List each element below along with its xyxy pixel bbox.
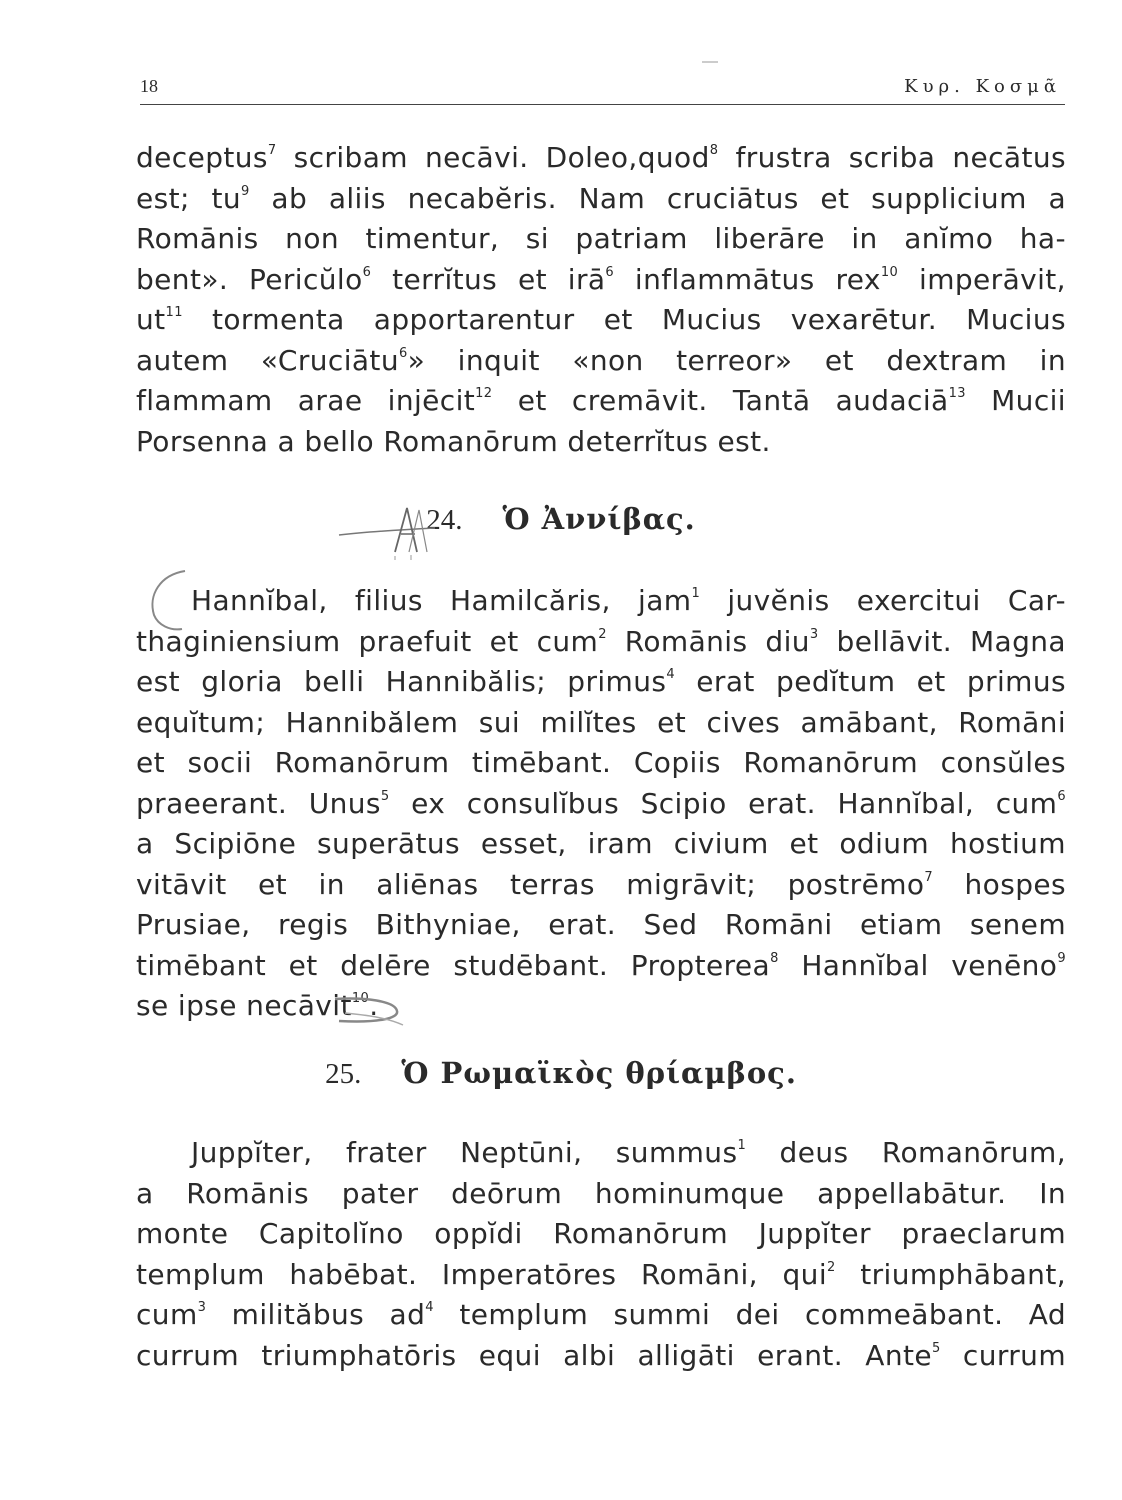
text-line	[136, 341, 1066, 382]
text-line	[136, 946, 1066, 987]
section-number: 25.	[325, 1058, 362, 1090]
text-run: frustra scriba necātus	[718, 141, 1066, 174]
text-line	[136, 784, 1066, 825]
footnote-ref: 5	[931, 1340, 941, 1356]
footnote-ref: 13	[948, 386, 966, 401]
text-run: et cremāvit. Tantā audaciā	[492, 384, 949, 417]
text-run: milităbus ad	[206, 1298, 426, 1331]
pencil-bracket-icon	[140, 565, 200, 635]
text-run: equĭtum; Hannibălem sui milĭtes et cives amābant, Romāni	[136, 705, 1066, 739]
section-heading-24	[0, 502, 1122, 537]
text-run: Porsenna a bello Romanōrum deterrĭtus est.	[136, 424, 771, 458]
text-run: Mucii	[965, 384, 1066, 417]
text-line	[136, 1336, 1066, 1377]
text-line	[136, 581, 1066, 622]
footnote-ref: 6	[362, 264, 372, 280]
paragraph-hannibal	[136, 581, 1066, 1027]
text-line	[136, 1295, 1066, 1336]
text-line	[136, 1214, 1066, 1255]
text-run: » inquit «non terreor» et dextram in	[407, 343, 1067, 377]
text-run: Juppĭter, frater Neptūni, summus	[191, 1136, 738, 1169]
footnote-ref: 6	[398, 345, 408, 361]
text-run: Hannĭbal venēno	[778, 948, 1058, 982]
section-number: 24.	[426, 504, 463, 536]
text-run: praeerant. Unus	[136, 786, 381, 820]
footnote-ref: 8	[709, 143, 719, 158]
page-number: 18	[140, 76, 158, 96]
footnote-ref: 3	[809, 626, 819, 642]
footnote-ref: 9	[241, 183, 250, 199]
section-heading-25	[0, 1056, 1122, 1091]
text-run: et socii Romanōrum timēbant. Copiis Romanōrum consŭles	[136, 746, 1066, 779]
pencil-mark-icon	[335, 500, 445, 560]
text-run: timēbant et delēre studēbant. Propterea	[136, 948, 771, 982]
text-run: terrĭtus et irā	[371, 262, 606, 296]
text-line	[136, 219, 1066, 260]
text-run: ut	[136, 303, 166, 336]
text-run: bent». Pericŭlo	[136, 262, 363, 296]
text-run: autem «Cruciātu	[136, 343, 399, 377]
text-line	[136, 1174, 1066, 1215]
paragraph-triumph	[136, 1133, 1066, 1376]
text-run: flammam arae injēcit	[136, 384, 476, 417]
text-line	[136, 300, 1066, 341]
text-line	[136, 422, 1066, 463]
text-run: erat pedĭtum et primus	[675, 665, 1066, 698]
footnote-ref: 1	[691, 586, 701, 601]
text-run: monte Capitolĭno oppĭdi Romanōrum Juppĭter praeclarum	[136, 1217, 1066, 1250]
text-run: currum	[940, 1338, 1066, 1372]
footnote-ref: 8	[770, 950, 779, 966]
footnote-ref: 11	[165, 305, 183, 320]
text-run: cum	[136, 1298, 198, 1331]
text-line	[136, 743, 1066, 784]
text-line	[136, 824, 1066, 865]
text-line	[136, 1255, 1066, 1296]
text-run: scribam necāvi. Doleo,quod	[276, 141, 710, 174]
footnote-ref: 5	[380, 788, 390, 804]
text-line	[136, 865, 1066, 906]
text-run: Romānis non timentur, si patriam liberāre in anĭmo ha-	[136, 222, 1066, 255]
text-run: triumphābant,	[835, 1257, 1066, 1291]
footnote-ref: 12	[475, 386, 493, 401]
footnote-ref: 9	[1057, 950, 1066, 966]
text-run: Hannĭbal, filius Hamilcăris, jam	[191, 584, 692, 617]
text-run: Prusiae, regis Bithyniae, erat. Sed Romāni etiam senem	[136, 908, 1066, 941]
footnote-ref: 4	[425, 1300, 434, 1315]
text-run: templum habēbat. Imperatōres Romāni, qui	[136, 1257, 828, 1291]
footnote-ref: 4	[666, 667, 676, 682]
text-run: currum triumphatōris equi albi alligāti erant. Ante	[136, 1338, 932, 1372]
footnote-ref: 6	[605, 264, 615, 280]
text-line	[136, 905, 1066, 946]
text-line	[136, 179, 1066, 220]
footnote-ref: 10	[880, 264, 899, 280]
text-run: inflammātus rex	[614, 262, 881, 296]
text-run: bellāvit. Magna	[818, 624, 1066, 658]
text-run: vitāvit et in aliēnas terras migrāvit; postrēmo	[136, 867, 925, 901]
section-title: Ὁ Ἀννίβας.	[502, 502, 696, 536]
footnote-ref: 2	[827, 1259, 836, 1275]
text-run: a Romānis pater deōrum hominumque appellabātur. In	[136, 1176, 1066, 1210]
footnote-ref: 6	[1057, 788, 1067, 804]
pencil-brace-icon	[325, 985, 415, 1030]
footnote-ref: 2	[598, 626, 607, 642]
text-run: est; tu	[136, 181, 242, 215]
scratch-mark-icon	[700, 58, 720, 66]
text-line	[136, 622, 1066, 663]
text-run: Romānis diu	[606, 624, 810, 658]
section-title: Ὁ Ρωμαϊκὸς θρίαμβος.	[401, 1056, 797, 1090]
text-line	[136, 138, 1066, 179]
text-run: est gloria belli Hannibălis; primus	[136, 665, 667, 698]
footnote-ref: 7	[267, 143, 277, 158]
author-name: Κυρ. Κοσμᾶ	[904, 76, 1061, 97]
text-line	[136, 1133, 1066, 1174]
text-run: deus Romanōrum,	[746, 1136, 1066, 1169]
footnote-ref: 3	[197, 1300, 207, 1315]
footnote-ref: 1	[737, 1138, 747, 1153]
text-line	[136, 662, 1066, 703]
text-run: deceptus	[136, 141, 268, 174]
running-head	[140, 74, 1065, 105]
text-run: juvĕnis exercitui Car-	[700, 584, 1066, 617]
footnote-ref: 7	[924, 869, 934, 885]
text-run: hospes	[933, 867, 1066, 901]
text-line	[136, 260, 1066, 301]
text-run: tormenta apportarentur et Mucius vexarētur. Mucius	[182, 303, 1066, 336]
paragraph-mucius	[136, 138, 1066, 462]
text-run: se ipse necāvit	[136, 989, 352, 1022]
text-run: thaginiensium praefuit et cum	[136, 624, 599, 658]
footnote-ref: 10	[351, 991, 370, 1006]
text-line	[136, 703, 1066, 744]
text-run: imperāvit,	[898, 262, 1066, 296]
text-run: a Scipiōne superātus esset, iram civium et odium hostium	[136, 827, 1066, 860]
text-run: ab aliis necabĕris. Nam cruciātus et supplicium a	[249, 181, 1066, 215]
text-run: ex consulĭbus Scipio erat. Hannĭbal, cum	[389, 786, 1058, 820]
text-run: templum summi dei commeābant. Ad	[433, 1298, 1067, 1331]
text-line	[136, 986, 1066, 1027]
text-run: .	[369, 989, 379, 1022]
text-line	[136, 381, 1066, 422]
